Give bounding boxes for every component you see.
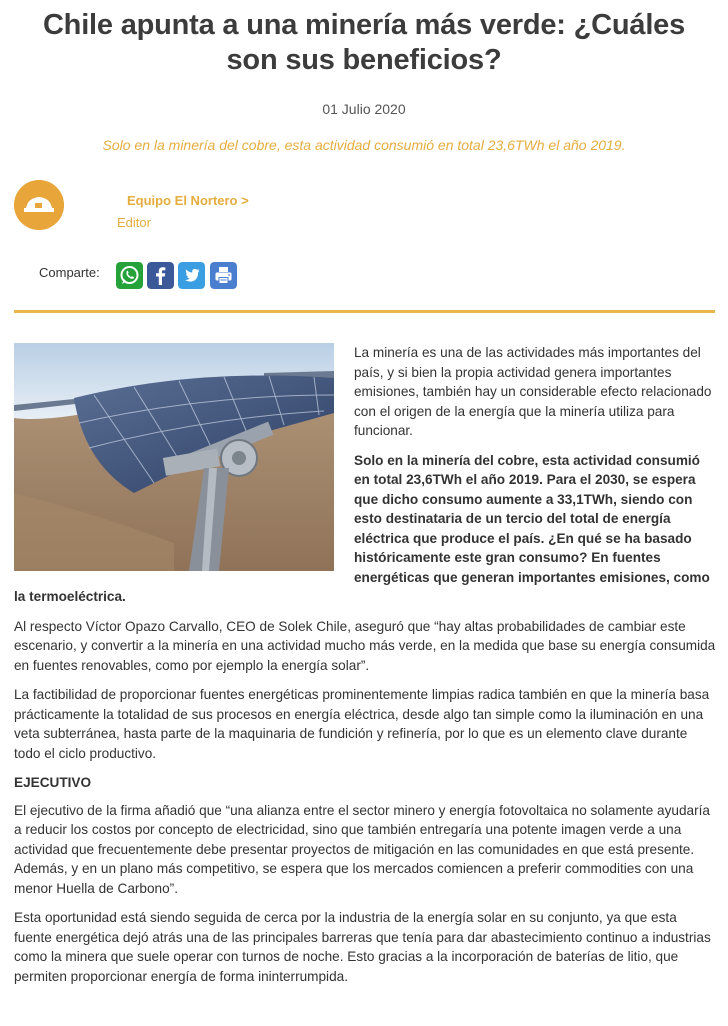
el-nortero-logo-icon[interactable] <box>14 180 64 230</box>
article-body <box>14 343 716 996</box>
whatsapp-share-button[interactable] <box>116 262 143 289</box>
body-paragraph-4: La factibilidad de proporcionar fuentes energéticas prominentemente limpias radica también en que la minería basa prácticamente la totalidad de sus procesos en energía eléctrica, desde algo tan simple como la iluminación en una veta subterránea, hasta parte de la maquinaria de fundición y refinería, por lo que es un elemento clave durante todo el ciclo productivo. <box>14 687 710 761</box>
facebook-share-button[interactable] <box>147 262 174 289</box>
image-spacer <box>14 343 344 579</box>
author-role: Editor <box>117 215 151 230</box>
print-button[interactable] <box>210 262 237 289</box>
printer-icon <box>210 262 237 289</box>
body-paragraph-6: Esta oportunidad está siendo seguida de cerca por la industria de la energía solar en su conjunto, ya que esta fuente energética dejó atrás una de las principales barreras que tenía para dar abastecimiento continuo a industrias como la minera que suele operar con turnos de noche. Esto gracias a la incorporación de baterías de litio, que permiten proporcionar energía de forma ininterrumpida. <box>14 910 711 984</box>
body-paragraph-5: El ejecutivo de la firma añadió que “una alianza entre el sector minero y energía fotovoltaica no solamente ayudaría a reducir los costos por concepto de electricidad, sino que también entregaría una potente imagen verde a una actividad que frecuentemente debe presentar proyectos de mitigación en las comunidades en que está presente. Además, y en un plano más competitivo, se espera que los mercados comiencen a preferir commodities con una menor Huella de Carbono”. <box>14 802 710 896</box>
share-label: Comparte: <box>39 265 100 280</box>
whatsapp-icon <box>116 262 143 289</box>
article-date: 01 Julio 2020 <box>322 101 406 117</box>
body-paragraph-3: Al respecto Víctor Opazo Carvallo, CEO de Solek Chile, aseguró que “hay altas probabilidades de cambiar este escenario, y convertir a la minería en una actividad mucho más verde, en la medida que base su energía consumida en fuentes renovables, como por ejemplo la energía solar”. <box>14 618 716 673</box>
header-divider <box>14 310 715 313</box>
twitter-share-button[interactable] <box>178 262 205 289</box>
body-paragraph-2: Solo en la minería del cobre, esta actividad consumió en total 23,6TWh el año 2019. Para el 2030, se espera que dicho consumo aumente a 33,1TWh, siendo con esto destinataria de un tercio del total de energía eléctrica que produce el país. ¿En qué se ha basado históricamente este gran consumo? En fuentes energéticas que generan importantes emisiones, como la termoeléctrica. <box>14 452 710 604</box>
article-title: Chile apunta a una minería más verde: ¿Cuáles son sus beneficios? <box>42 9 686 76</box>
body-paragraph-1: La minería es una de las actividades más importantes del país, y si bien la propia actividad genera importantes emisiones, también hay un considerable efecto relacionado con el origen de la energía que la minería utiliza para funcionar. <box>354 345 712 438</box>
twitter-icon <box>178 262 205 289</box>
section-heading: EJECUTIVO <box>14 775 92 790</box>
author-link[interactable]: Equipo El Nortero > <box>127 193 249 208</box>
article-lead: Solo en la minería del cobre, esta actividad consumió en total 23,6TWh el año 2019. <box>102 137 626 153</box>
facebook-icon <box>147 262 174 289</box>
